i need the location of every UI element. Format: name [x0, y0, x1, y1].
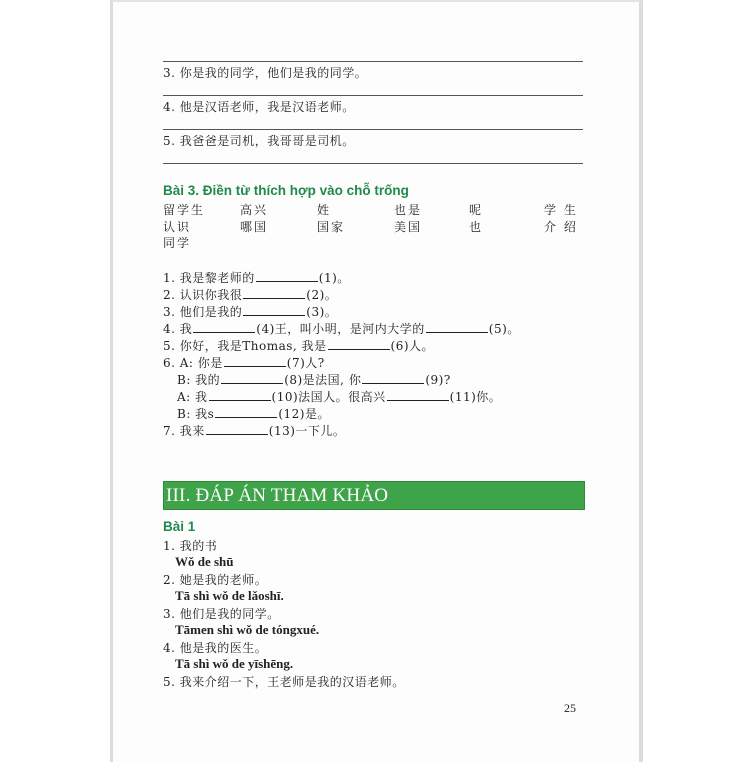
- blank-field[interactable]: [426, 321, 488, 333]
- blank-field[interactable]: [387, 389, 449, 401]
- exercise-item: 3. 你是我的同学，他们是我的同学。: [163, 66, 368, 80]
- blank-field[interactable]: [209, 389, 271, 401]
- answer-chinese: 3. 他们是我的同学。: [163, 607, 280, 621]
- word-bank-item: 也是: [394, 203, 423, 217]
- blank-field[interactable]: [221, 372, 283, 384]
- blank-field[interactable]: [243, 304, 305, 316]
- blank-field[interactable]: [328, 338, 390, 350]
- blank-field[interactable]: [215, 406, 277, 418]
- answer-line: [163, 163, 583, 164]
- answer-pinyin: Tā shì wǒ de yīshēng.: [175, 656, 294, 671]
- section-title: III. ĐÁP ÁN THAM KHẢO: [166, 485, 389, 506]
- blank-field[interactable]: [243, 287, 305, 299]
- blank-field[interactable]: [256, 270, 318, 282]
- blank-field[interactable]: [193, 321, 255, 333]
- word-bank-item: 学 生: [544, 203, 578, 217]
- word-bank-item: 认识: [163, 220, 192, 234]
- page-number: 25: [564, 701, 576, 715]
- answer-pinyin: Tāmen shì wǒ de tóngxué.: [175, 622, 320, 637]
- word-bank-item: 国家: [317, 220, 346, 234]
- question-2: 2. 认识你我很 (2)。: [163, 288, 338, 302]
- exercise-item: 4. 他是汉语老师，我是汉语老师。: [163, 100, 355, 114]
- question-5: 5. 你好，我是Thomas, 我是 (6)人。: [163, 339, 435, 353]
- question-7: 7. 我来 (13)一下儿。: [163, 424, 346, 438]
- word-bank-item: 哪国: [240, 220, 269, 234]
- exercise-item: 5. 我爸爸是司机，我哥哥是司机。: [163, 134, 355, 148]
- word-bank-item: 留学生: [163, 203, 206, 217]
- answers-heading: Bài 1: [163, 519, 196, 534]
- question-6a: 6. A: 你是 (7)人?: [163, 356, 325, 370]
- question-3: 3. 他们是我的 (3)。: [163, 305, 338, 319]
- answer-line: [163, 95, 583, 96]
- exercise-heading: Bài 3. Điền từ thích hợp vào chỗ trống: [163, 183, 409, 198]
- answer-chinese: 1. 我的书: [163, 539, 218, 553]
- blank-field[interactable]: [224, 355, 286, 367]
- section-header-bar: [163, 481, 585, 510]
- question-4: 4. 我 (4)王，叫小明，是河内大学的 (5)。: [163, 322, 520, 336]
- answer-pinyin: Tā shì wǒ de lǎoshī.: [175, 588, 284, 603]
- answer-chinese: 4. 他是我的医生。: [163, 641, 268, 655]
- answer-chinese: 5. 我来介绍一下，王老师是我的汉语老师。: [163, 675, 405, 689]
- question-6b: B: 我的 (8)是法国, 你 (9)?: [177, 373, 451, 387]
- word-bank-item: 姓: [317, 203, 332, 217]
- word-bank-item: 也: [469, 220, 484, 234]
- question-6c: A: 我 (10)法国人。很高兴 (11)你。: [177, 390, 502, 404]
- blank-field[interactable]: [362, 372, 424, 384]
- answer-line: [163, 129, 583, 130]
- word-bank-item: 呢: [469, 203, 484, 217]
- answer-line: [163, 61, 583, 62]
- blank-field[interactable]: [206, 423, 268, 435]
- answer-chinese: 2. 她是我的老师。: [163, 573, 268, 587]
- question-6d: B: 我s (12)是。: [177, 407, 330, 421]
- word-bank-item: 介 绍: [544, 220, 578, 234]
- word-bank-item: 高兴: [240, 203, 269, 217]
- word-bank-item: 同学: [163, 236, 192, 250]
- word-bank-item: 美国: [394, 220, 423, 234]
- answer-pinyin: Wǒ de shū: [175, 554, 234, 569]
- question-1: 1. 我是黎老师的 (1)。: [163, 271, 350, 285]
